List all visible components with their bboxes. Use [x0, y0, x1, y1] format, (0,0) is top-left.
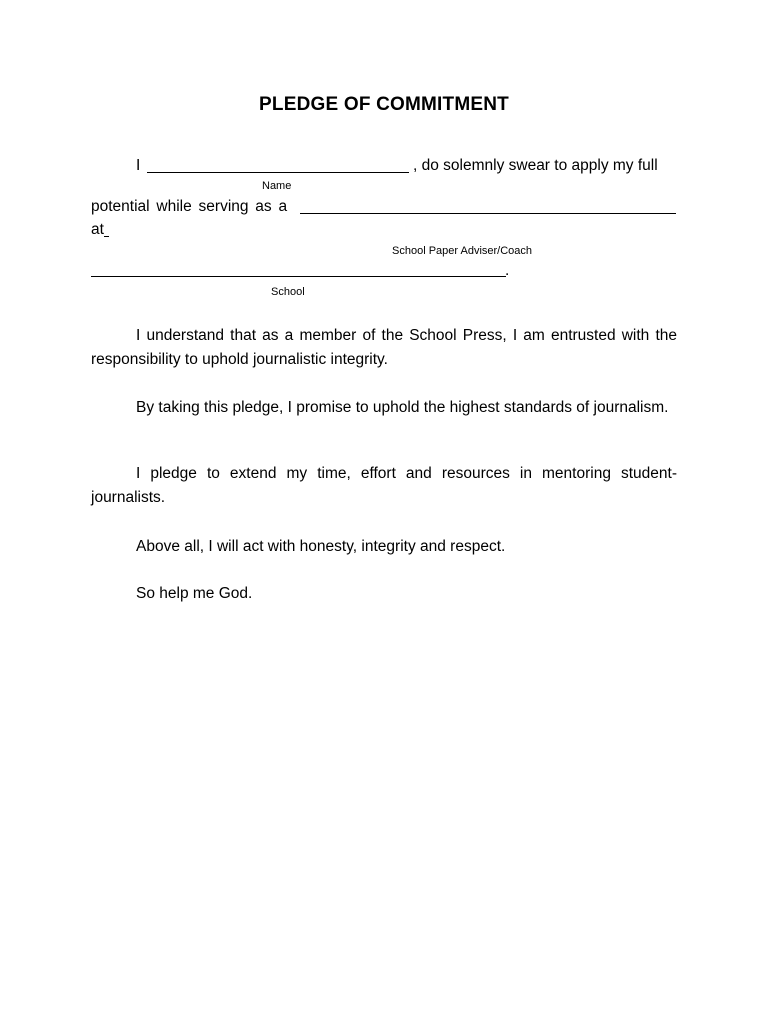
school-blank-line[interactable] — [91, 276, 506, 277]
school-line-period: . — [505, 262, 510, 279]
pledge-paragraph-4: Above all, I will act with honesty, integrity and respect. — [136, 538, 506, 555]
pledge-prefix: I — [136, 157, 141, 174]
document-title: PLEDGE OF COMMITMENT — [259, 94, 509, 115]
role-caption: School Paper Adviser/Coach — [392, 245, 533, 257]
school-caption: School — [271, 286, 305, 298]
pledge-oath-text: , do solemnly swear to apply my full — [413, 157, 658, 174]
pledge-paragraph-2: By taking this pledge, I promise to uphold the highest standards of journalism. — [136, 399, 669, 416]
serving-as-text: potential while serving as a — [91, 198, 288, 215]
pledge-paragraph-1: I understand that as a member of the School Press, I am entrusted with the responsibility to uphold journalistic integrity. — [91, 327, 677, 368]
name-blank-line[interactable] — [147, 172, 409, 173]
at-underline — [104, 236, 109, 237]
pledge-paragraph-3: I pledge to extend my time, effort and resources in mentoring student-journalists. — [91, 465, 677, 506]
closing-line: So help me God. — [136, 585, 253, 602]
name-caption: Name — [262, 180, 292, 192]
at-text: at — [91, 221, 104, 238]
role-blank-line[interactable] — [300, 213, 676, 214]
